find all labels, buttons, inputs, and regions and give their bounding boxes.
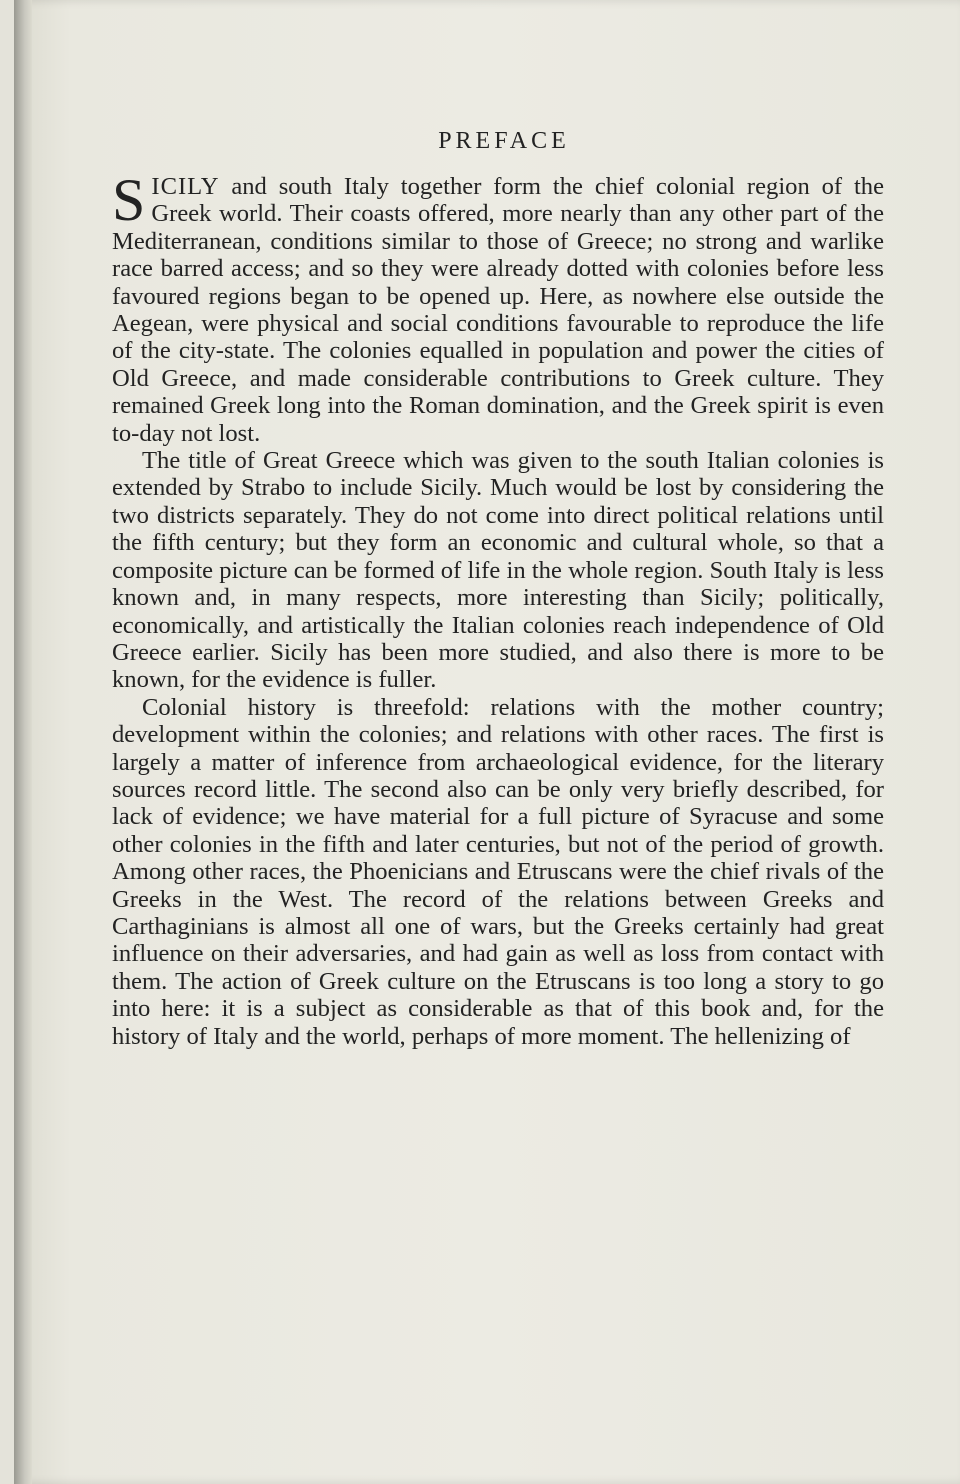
paragraph-3: Colonial history is threefold: relations with the mother country; development within the colonies; and relations with other races. The first is largely a matter of inference from archaeological evidence, for the literary sources record little. The second also can be only very briefly described, for lack of evidence; we have material for a full picture of Syracuse and some other colonies in the fifth and later centuries, but not of the period of growth. Among other races, the Phoenicians and Etruscans were the chief rivals of the Greeks in the West. The record of the relations between Greeks and Carthaginians is almost all one of wars, but the Greeks certainly had great influence on their adversaries, and had gain as well as loss from contact with them. The action of Greek culture on the Etruscans is too long a story to go into here: it is a subject as considerable as that of this book and, for the history of Italy and the world, perhaps of more moment. The hellenizing of xyxy=(112,693,884,1050)
paragraph-2: The title of Great Greece which was given to the south Italian colonies is extended by Strabo to include Sicily. Much would be lost by considering the two districts separately. They do not come into direct political relations until the fifth century; but they form an economic and cultural whole, so that a composite picture can be formed of life in the whole region. South Italy is less known and, in many respects, more interesting than Sicily; politically, economically, and artistically the Italian colonies reach independence of Old Greece earlier. Sicily has been more studied, and also there is more to be known, for the evidence is fuller. xyxy=(112,447,884,694)
drop-cap: S xyxy=(112,167,146,233)
preface-text-block xyxy=(112,128,884,1050)
paragraph-1 xyxy=(112,167,884,447)
paragraph-1-text: and south Italy together form the chief colonial region of the Greek world. Their coasts offered, more nearly than any other part of the Mediterranean, conditions similar to those of Greece; no strong and warlike race barred access; and so they were already dotted with colonies before less favoured regions began to be opened up. Here, as nowhere else outside the Aegean, were physical and social conditions favourable to reproduce the life of the city-state. The colonies equalled in population and power the cities of Old Greece, and made considerable contributions to Greek culture. They remained Greek long into the Roman domination, and the Greek spirit is even to-day not lost. xyxy=(112,173,884,447)
page-title: PREFACE xyxy=(438,128,570,154)
book-binding-shadow xyxy=(14,0,32,1484)
lead-word: ICILY xyxy=(151,173,220,200)
book-page xyxy=(14,0,960,1484)
